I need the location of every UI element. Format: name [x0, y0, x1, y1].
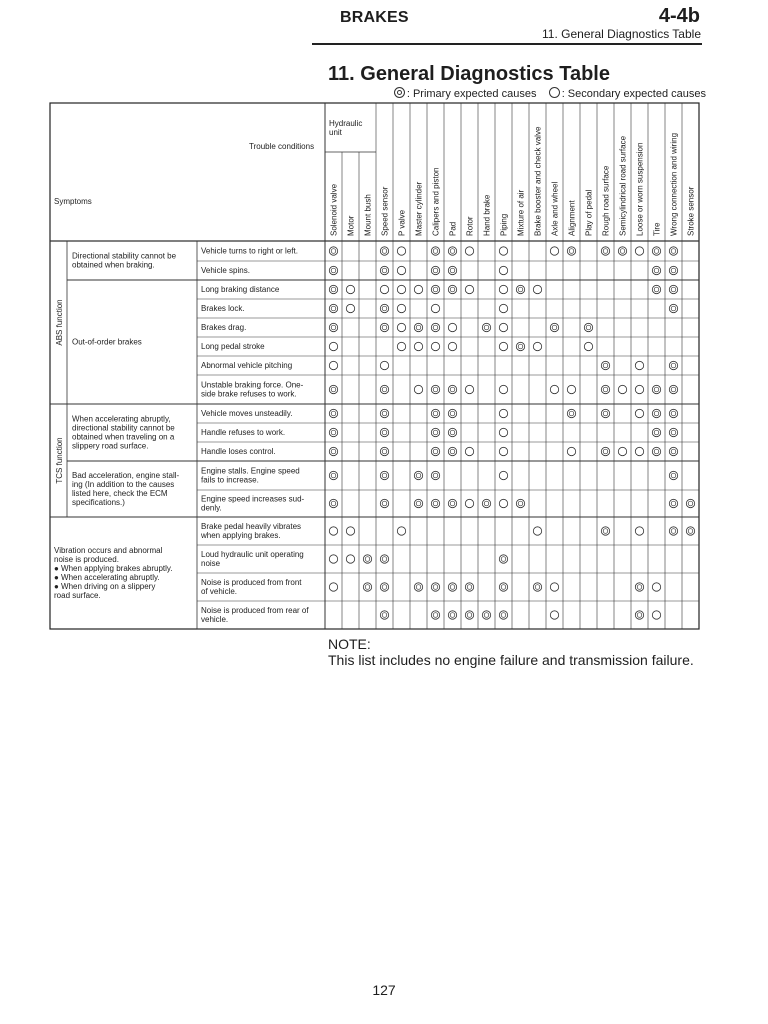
note — [328, 636, 694, 668]
secondary-cause-mark — [397, 266, 405, 274]
primary-cause-mark — [380, 471, 388, 479]
primary-cause-mark — [465, 611, 473, 619]
secondary-cause-mark — [346, 285, 354, 293]
section-title: BRAKES — [340, 9, 409, 26]
symptom-text: Out-of-order brakes — [72, 337, 142, 347]
cause-column-header: Stroke sensor — [686, 186, 696, 236]
primary-cause-mark — [448, 499, 456, 507]
primary-cause-mark — [550, 323, 558, 331]
primary-cause-mark — [329, 304, 337, 312]
cause-column-header: Hand brake — [482, 194, 492, 236]
symptoms-label: Symptoms — [54, 197, 92, 206]
primary-cause-mark — [652, 409, 660, 417]
secondary-cause-mark — [499, 342, 507, 350]
secondary-cause-mark — [397, 342, 405, 350]
cause-column-header: Pad — [448, 221, 458, 236]
primary-cause-mark — [652, 428, 660, 436]
secondary-cause-mark — [414, 385, 422, 393]
cause-column-header: Solenoid valve — [329, 183, 339, 236]
primary-cause-mark — [380, 583, 388, 591]
primary-cause-mark — [652, 447, 660, 455]
secondary-cause-mark — [499, 285, 507, 293]
primary-cause-mark — [669, 447, 677, 455]
symptom-text: obtained when traveling on a — [72, 432, 175, 442]
primary-cause-mark — [601, 527, 609, 535]
secondary-cause-mark — [499, 323, 507, 331]
secondary-cause-mark — [635, 447, 643, 455]
secondary-cause-mark — [465, 447, 473, 455]
cause-column-header: Axle and wheel — [550, 181, 560, 236]
primary-cause-mark — [482, 611, 490, 619]
secondary-cause-mark — [584, 342, 592, 350]
symptom-text: noise is produced. — [54, 555, 119, 564]
page-number: 127 — [372, 982, 396, 998]
trouble-condition-text: when applying brakes. — [201, 531, 281, 540]
secondary-cause-mark — [414, 342, 422, 350]
symptom-text: ● When driving on a slippery — [54, 582, 156, 591]
primary-cause-mark — [669, 409, 677, 417]
primary-cause-mark — [448, 285, 456, 293]
cause-column-header: Calipers and piston — [431, 167, 441, 236]
secondary-cause-mark — [550, 247, 558, 255]
symptom-text: When accelerating abruptly, — [72, 414, 171, 424]
secondary-cause-mark — [635, 361, 643, 369]
legend-primary-label: : Primary expected causes — [406, 88, 537, 100]
secondary-cause-mark — [499, 428, 507, 436]
cause-column-header: P valve — [397, 209, 407, 236]
trouble-condition-text: side brake refuses to work. — [201, 389, 297, 399]
cause-column-header: Rough road surface — [601, 165, 611, 236]
trouble-condition-text: Engine stalls. Engine speed — [201, 466, 300, 476]
trouble-condition-text: Abnormal vehicle pitching — [201, 361, 293, 370]
secondary-cause-mark — [635, 247, 643, 255]
secondary-cause-mark — [329, 342, 337, 350]
primary-cause-mark — [516, 342, 524, 350]
primary-cause-mark — [431, 447, 439, 455]
trouble-condition-text: Vehicle turns to right or left. — [201, 246, 298, 256]
primary-cause-mark — [669, 361, 677, 369]
secondary-cause-mark — [465, 285, 473, 293]
symptom-text: obtained when braking. — [72, 260, 155, 270]
primary-cause-mark — [448, 583, 456, 591]
secondary-cause-mark — [533, 342, 541, 350]
symptom-text: slippery road surface. — [72, 441, 149, 451]
primary-cause-mark — [669, 285, 677, 293]
secondary-cause-mark — [635, 527, 643, 535]
cause-column-header: Mixture of air — [516, 189, 526, 236]
secondary-cause-mark — [533, 285, 541, 293]
primary-cause-mark — [329, 266, 337, 274]
primary-cause-mark — [601, 447, 609, 455]
secondary-cause-mark — [448, 323, 456, 331]
abs-function-label: ABS function — [55, 299, 64, 346]
primary-cause-mark — [431, 385, 439, 393]
primary-cause-mark — [652, 266, 660, 274]
primary-cause-mark — [601, 361, 609, 369]
note-text: This list includes no engine failure and transmission failure. — [328, 652, 694, 668]
primary-cause-mark — [329, 447, 337, 455]
secondary-cause-mark — [414, 285, 422, 293]
secondary-cause-mark — [329, 527, 337, 535]
secondary-cause-mark — [380, 285, 388, 293]
secondary-cause-mark — [567, 385, 575, 393]
primary-cause-mark — [329, 471, 337, 479]
primary-cause-mark — [669, 499, 677, 507]
trouble-condition-text: fails to increase. — [201, 475, 259, 485]
primary-cause-mark — [414, 323, 422, 331]
symptom-text: ● When accelerating abruptly. — [54, 573, 160, 582]
trouble-condition-text: Handle refuses to work. — [201, 428, 286, 437]
secondary-cause-mark — [465, 499, 473, 507]
primary-cause-mark — [380, 323, 388, 331]
primary-cause-mark — [669, 527, 677, 535]
primary-cause-mark — [431, 266, 439, 274]
secondary-cause-mark — [499, 385, 507, 393]
note-heading: NOTE: — [328, 636, 371, 652]
trouble-condition-text: Vehicle spins. — [201, 266, 250, 275]
primary-cause-mark — [669, 428, 677, 436]
primary-cause-mark — [380, 428, 388, 436]
symptom-text: Directional stability cannot be — [72, 251, 177, 261]
secondary-cause-mark — [652, 611, 660, 619]
secondary-cause-mark — [448, 342, 456, 350]
primary-cause-mark — [584, 323, 592, 331]
primary-cause-mark — [431, 471, 439, 479]
cause-column-header: Mount bush — [363, 194, 373, 236]
primary-cause-mark — [669, 304, 677, 312]
secondary-cause-mark — [550, 611, 558, 619]
primary-cause-mark — [431, 583, 439, 591]
primary-cause-mark — [482, 499, 490, 507]
primary-cause-mark — [448, 385, 456, 393]
secondary-cause-mark — [465, 385, 473, 393]
trouble-condition-text: Noise is produced from rear of — [201, 606, 309, 615]
trouble-condition-text: noise — [201, 559, 221, 568]
primary-cause-mark — [686, 527, 694, 535]
trouble-condition-text: Vehicle moves unsteadily. — [201, 409, 293, 418]
primary-cause-mark — [414, 471, 422, 479]
secondary-cause-mark — [380, 361, 388, 369]
secondary-cause-mark — [635, 385, 643, 393]
primary-cause-mark — [652, 285, 660, 293]
primary-cause-mark — [431, 323, 439, 331]
primary-cause-mark — [652, 385, 660, 393]
primary-cause-mark — [635, 583, 643, 591]
cause-column-header: Wrong connection and wiring — [669, 132, 679, 236]
primary-cause-mark — [635, 611, 643, 619]
cause-column-header: Brake booster and check valve — [533, 126, 543, 236]
secondary-cause-mark — [618, 385, 626, 393]
cause-column-header: Loose or worn suspension — [635, 142, 645, 236]
primary-cause-mark — [499, 555, 507, 563]
primary-cause-mark — [499, 611, 507, 619]
secondary-cause-mark — [329, 361, 337, 369]
cause-column-header: Motor — [346, 215, 356, 236]
secondary-cause-mark — [499, 266, 507, 274]
secondary-cause-mark — [499, 447, 507, 455]
symptom-text: road surface. — [54, 591, 101, 600]
primary-cause-mark — [329, 499, 337, 507]
secondary-cause-mark — [397, 304, 405, 312]
primary-cause-mark — [380, 409, 388, 417]
primary-cause-mark — [448, 428, 456, 436]
trouble-condition-text: Long pedal stroke — [201, 342, 265, 351]
secondary-cause-mark — [635, 409, 643, 417]
primary-cause-mark — [601, 247, 609, 255]
trouble-condition-text: Noise is produced from front — [201, 578, 302, 587]
cause-column-header: Master cylinder — [414, 181, 424, 236]
cause-column-header: Tire — [652, 222, 662, 236]
legend-secondary-label: : Secondary expected causes — [561, 88, 706, 100]
primary-cause-mark — [601, 409, 609, 417]
primary-cause-mark — [567, 409, 575, 417]
symptom-text: Bad acceleration, engine stall- — [72, 471, 180, 480]
primary-cause-mark — [618, 247, 626, 255]
secondary-cause-mark — [550, 583, 558, 591]
symptom-text: ● When applying brakes abruptly. — [54, 564, 173, 573]
hydraulic-unit-label: unit — [329, 128, 342, 137]
cause-column-header: Play of pedal — [584, 189, 594, 236]
primary-cause-mark — [431, 409, 439, 417]
trouble-condition-text: Loud hydraulic unit operating — [201, 550, 304, 559]
cause-column-header: Semicylindrical road surface — [618, 135, 628, 236]
primary-cause-mark — [329, 409, 337, 417]
primary-cause-mark — [465, 583, 473, 591]
primary-cause-mark — [448, 611, 456, 619]
primary-cause-mark — [669, 385, 677, 393]
primary-cause-mark — [448, 409, 456, 417]
secondary-cause-mark — [499, 304, 507, 312]
symptom-text: directional stability cannot be — [72, 423, 175, 433]
primary-cause-mark — [516, 285, 524, 293]
primary-cause-mark — [329, 323, 337, 331]
symptom-text: Vibration occurs and abnormal — [54, 546, 163, 555]
primary-cause-mark — [380, 499, 388, 507]
secondary-cause-mark — [346, 555, 354, 563]
cause-column-header: Alignment — [567, 200, 577, 236]
primary-cause-mark — [652, 247, 660, 255]
primary-cause-mark — [414, 583, 422, 591]
secondary-cause-mark — [329, 583, 337, 591]
primary-cause-mark — [329, 428, 337, 436]
secondary-cause-mark — [567, 447, 575, 455]
primary-cause-mark — [567, 247, 575, 255]
symptom-text: specifications.) — [72, 498, 125, 507]
secondary-cause-mark — [499, 247, 507, 255]
hydraulic-unit-label: Hydraulic — [329, 119, 363, 128]
secondary-cause-mark — [397, 247, 405, 255]
primary-cause-mark — [669, 471, 677, 479]
trouble-condition-text: Long braking distance — [201, 285, 280, 294]
symptom-text: listed here, check the ECM — [72, 489, 168, 498]
primary-cause-mark — [329, 247, 337, 255]
symptom-text: ing (In addition to the causes — [72, 480, 175, 489]
trouble-condition-text: Handle loses control. — [201, 447, 276, 456]
primary-cause-mark — [448, 247, 456, 255]
primary-cause-mark — [669, 247, 677, 255]
primary-cause-mark — [499, 583, 507, 591]
secondary-cause-mark — [397, 527, 405, 535]
secondary-cause-mark — [618, 447, 626, 455]
trouble-condition-text: Brakes drag. — [201, 323, 247, 332]
primary-cause-mark — [448, 266, 456, 274]
primary-cause-mark — [329, 285, 337, 293]
trouble-condition-text: vehicle. — [201, 615, 229, 624]
primary-cause-mark — [380, 266, 388, 274]
secondary-cause-mark — [346, 527, 354, 535]
primary-cause-mark — [431, 285, 439, 293]
secondary-cause-mark — [652, 583, 660, 591]
primary-cause-mark — [482, 323, 490, 331]
tcs-function-label: TCS function — [55, 437, 64, 484]
trouble-condition-text: Unstable braking force. One- — [201, 380, 304, 390]
primary-cause-mark — [363, 555, 371, 563]
secondary-cause-mark — [499, 471, 507, 479]
page-title: 11. General Diagnostics Table — [328, 63, 610, 85]
primary-cause-mark — [533, 583, 541, 591]
secondary-cause-mark — [397, 323, 405, 331]
primary-cause-mark — [380, 247, 388, 255]
trouble-condition-text: Engine speed increases sud- — [201, 494, 305, 504]
secondary-cause-mark — [431, 342, 439, 350]
secondary-cause-mark — [329, 555, 337, 563]
secondary-cause-mark — [533, 527, 541, 535]
cause-column-header: Rotor — [465, 216, 475, 236]
trouble-condition-text: denly. — [201, 503, 222, 513]
primary-cause-mark — [431, 499, 439, 507]
secondary-cause-mark — [431, 304, 439, 312]
secondary-cause-mark — [550, 385, 558, 393]
primary-cause-mark — [380, 447, 388, 455]
secondary-cause-mark — [499, 409, 507, 417]
cause-column-header: Piping — [499, 213, 509, 236]
primary-cause-mark — [431, 428, 439, 436]
primary-cause-mark — [669, 266, 677, 274]
primary-cause-mark — [601, 385, 609, 393]
primary-cause-mark — [380, 304, 388, 312]
trouble-condition-text: Brake pedal heavily vibrates — [201, 522, 302, 531]
primary-cause-mark — [431, 611, 439, 619]
primary-cause-mark — [686, 499, 694, 507]
secondary-cause-mark — [465, 247, 473, 255]
page-code: 4-4b — [658, 5, 700, 27]
cause-column-header: Speed sensor — [380, 186, 390, 236]
primary-cause-mark — [516, 499, 524, 507]
primary-cause-mark — [380, 385, 388, 393]
primary-cause-mark — [414, 499, 422, 507]
primary-cause-mark — [448, 447, 456, 455]
primary-cause-mark — [380, 611, 388, 619]
primary-cause-mark — [363, 583, 371, 591]
primary-cause-mark — [431, 247, 439, 255]
trouble-condition-text: of vehicle. — [201, 587, 238, 596]
secondary-cause-mark — [397, 285, 405, 293]
trouble-conditions-label: Trouble conditions — [249, 142, 315, 151]
trouble-condition-text: Brakes lock. — [201, 304, 245, 313]
primary-cause-mark — [380, 555, 388, 563]
secondary-cause-mark — [346, 304, 354, 312]
primary-cause-mark — [329, 385, 337, 393]
secondary-cause-mark — [499, 499, 507, 507]
header-subtitle: 11. General Diagnostics Table — [542, 27, 701, 41]
